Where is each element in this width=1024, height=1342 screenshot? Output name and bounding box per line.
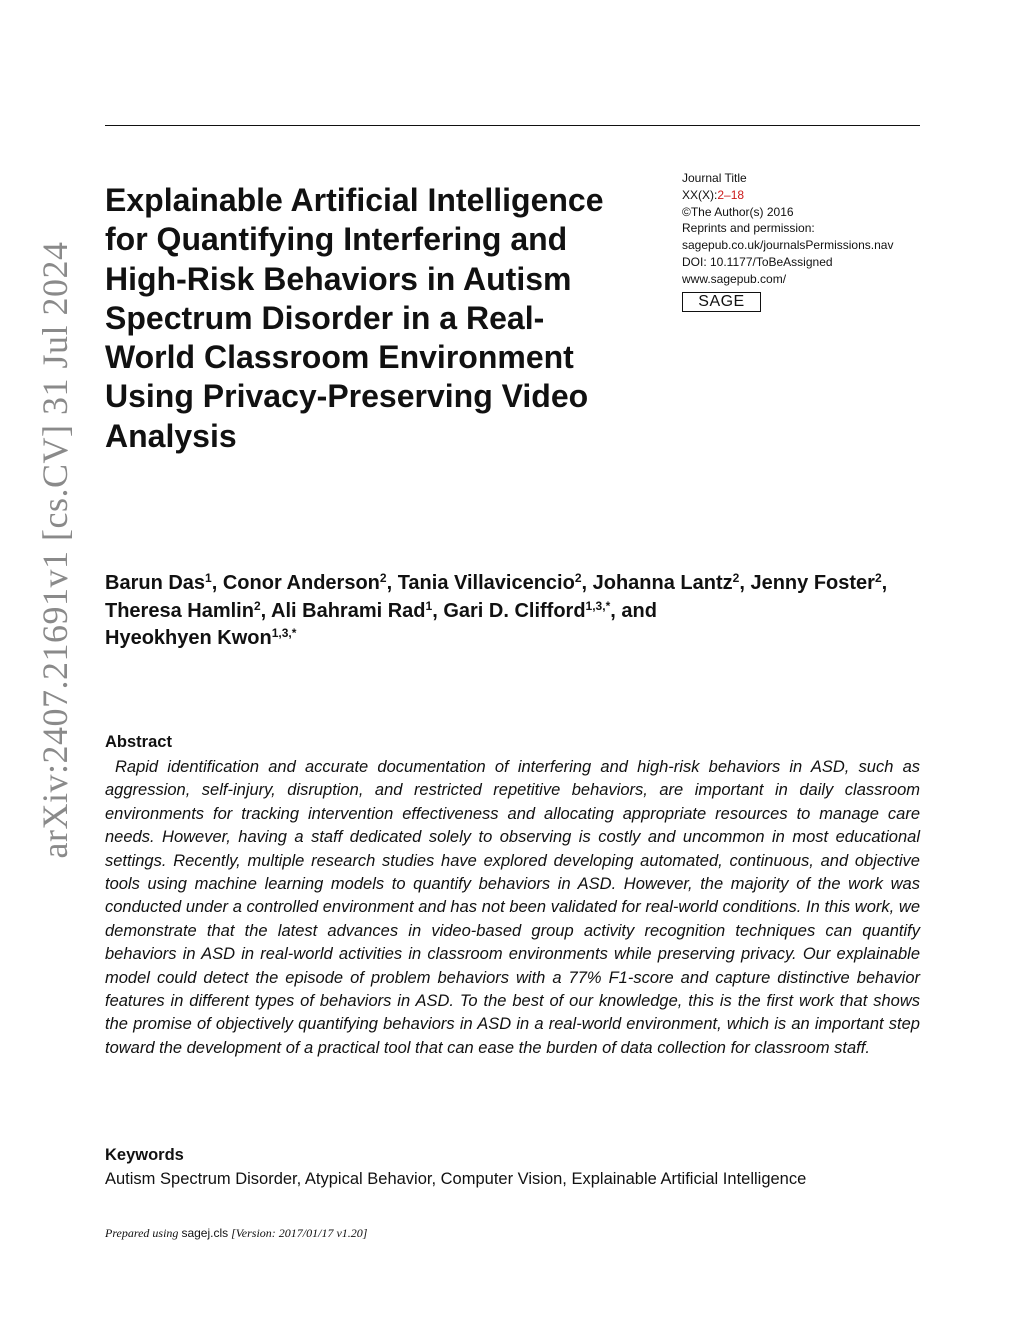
author-affiliation: 1 <box>425 598 433 613</box>
author-name: Hyeokhyen Kwon <box>105 627 272 649</box>
author-name: Johanna Lantz <box>592 572 733 594</box>
author-name: Tania Villavicencio <box>397 572 575 594</box>
paper-title: Explainable Artificial Intelligence for Quantifying Interfering and High-Risk Behaviors in Autism Spectrum Disorder in a Real-World Classroom Environment Using Privacy-Preserving Video Analysis <box>105 182 604 454</box>
header-rule <box>105 125 920 126</box>
author-separator: , <box>260 599 272 622</box>
author-name: Barun Das <box>105 572 206 594</box>
footer-prefix: Prepared using <box>105 1226 182 1240</box>
sage-logo: SAGE <box>682 292 761 312</box>
author-separator: , and <box>610 599 657 622</box>
keywords-list: Autism Spectrum Disorder, Atypical Behavior, Computer Vision, Explainable Artificial Intelligence <box>105 1170 807 1188</box>
author-name: Theresa Hamlin <box>105 599 254 622</box>
author-separator: , <box>211 572 223 594</box>
author-affiliation: 2 <box>732 571 740 585</box>
author <box>105 600 271 622</box>
author <box>398 572 593 594</box>
author <box>223 572 398 594</box>
page-range-link[interactable]: 2–18 <box>717 187 745 202</box>
reprints-label: Reprints and permission: <box>682 221 815 236</box>
author-name: Gari D. Clifford <box>443 599 586 622</box>
journal-volume <box>682 187 922 204</box>
prepared-using-footer <box>105 1226 367 1241</box>
publisher-website: www.sagepub.com/ <box>682 271 787 286</box>
copyright-notice: ©The Author(s) 2016 <box>682 204 794 219</box>
author-affiliation: 1,3,* <box>585 598 611 613</box>
author <box>105 572 223 594</box>
keywords-heading: Keywords <box>105 1146 184 1164</box>
volume-prefix: XX(X): <box>682 187 718 202</box>
journal-info <box>682 170 922 312</box>
author-affiliation: 1 <box>205 571 212 585</box>
doi: DOI: 10.1177/ToBeAssigned <box>682 254 833 269</box>
author-affiliation: 2 <box>874 571 882 585</box>
journal-title: Journal Title <box>682 171 747 185</box>
author-separator: , <box>581 572 593 594</box>
author-separator: , <box>386 572 398 594</box>
class-file-name: sagej.cls <box>181 1226 229 1240</box>
author <box>593 572 751 594</box>
author <box>750 572 887 594</box>
author <box>105 627 296 649</box>
author-separator: , <box>881 572 888 594</box>
footer-version: [Version: 2017/01/17 v1.20] <box>228 1226 368 1240</box>
author-separator: , <box>432 599 444 622</box>
author-name: Conor Anderson <box>222 572 380 594</box>
reprints-url: sagepub.co.uk/journalsPermissions.nav <box>682 238 894 253</box>
author <box>443 600 657 622</box>
author-affiliation: 2 <box>574 571 582 585</box>
abstract-heading: Abstract <box>105 733 172 751</box>
author-affiliation: 2 <box>379 571 387 585</box>
arxiv-identifier[interactable]: arXiv:2407.21691v1 [cs.CV] 31 Jul 2024 <box>35 241 75 859</box>
author-affiliation: 1,3,* <box>271 626 297 640</box>
author <box>271 600 443 622</box>
abstract-text: Rapid identification and accurate documentation of interfering and high-risk behaviors in ASD, such as aggression, self-injury, disruption, and restricted repetitive behaviors, are important in daily classroom environments for tracking intervention effectiveness and allocating appropriate resources to manage care needs. However, having a staff dedicated solely to observing is costly and uncommon in most educational settings. Recently, multiple research studies have explored developing automated, continuous, and objective tools using machine learning models to quantify behaviors in ASD. However, the majority of the work was conducted under a controlled environment and has not been validated for real-world conditions. In this work, we demonstrate that the latest advances in video-based group activity recognition techniques can quantify behaviors in ASD in real-world activities in classroom environments while preserving privacy. Our explainable model could detect the episode of problem behaviors with a 77% F1-score and capture distinctive behavior features in different types of behaviors in ASD. To the best of our knowledge, this is the first work that shows the promise of objectively quantifying behaviors in ASD in a real-world environment, which is an important step toward the development of a practical tool that can ease the burden of data collection for classroom staff. <box>105 758 920 1057</box>
author-name: Jenny Foster <box>750 572 875 594</box>
author-affiliation: 2 <box>253 598 261 613</box>
author-separator: , <box>739 572 751 594</box>
author-list <box>105 570 920 653</box>
author-name: Ali Bahrami Rad <box>271 599 426 622</box>
